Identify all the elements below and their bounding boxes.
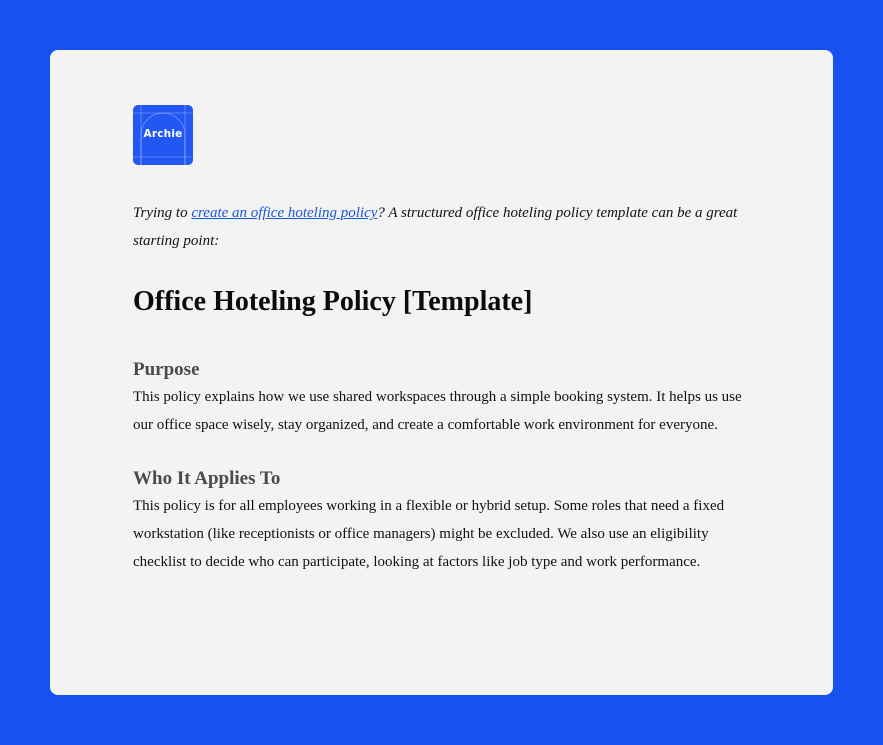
page-title: Office Hoteling Policy [Template]: [133, 286, 533, 317]
logo-text: Archie: [143, 128, 183, 140]
create-policy-link[interactable]: create an office hoteling policy: [191, 205, 378, 221]
intro-paragraph: [133, 199, 763, 255]
section-heading-purpose: Purpose: [133, 359, 200, 380]
intro-suffix: ? A structured office hoteling policy template can be a great starting point:: [133, 205, 738, 249]
section-body-who-it-applies-to: This policy is for all employees working in a flexible or hybrid setup. Some roles that need a fixed workstation (like receptionists or office managers) might be excluded. We also use an eligibility checklist to decide who can participate, looking at factors like job type and work performance.: [133, 498, 725, 570]
archie-logo: [133, 105, 193, 165]
section-heading-who-it-applies-to: Who It Applies To: [133, 468, 281, 489]
article-card: [50, 50, 833, 695]
section-body-purpose: This policy explains how we use shared workspaces through a simple booking system. It helps us use our office space wisely, stay organized, and create a comfortable work environment for everyone.: [133, 389, 742, 433]
intro-prefix: Trying to: [133, 205, 192, 221]
article-content: [133, 105, 763, 576]
